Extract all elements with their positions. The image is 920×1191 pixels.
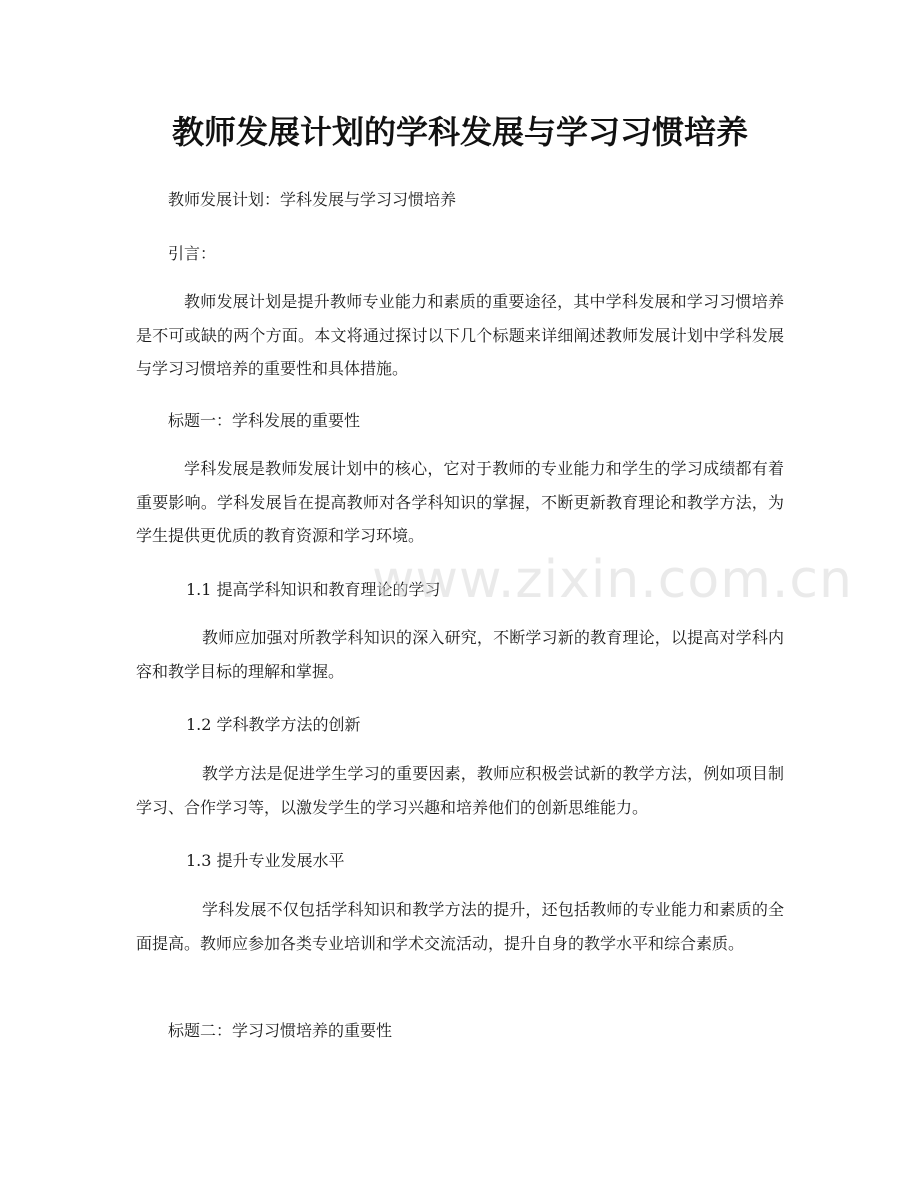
subsection-1-3-paragraph: 学科发展不仅包括学科知识和教学方法的提升，还包括教师的专业能力和素质的全面提高。教师应参加各类专业培训和学术交流活动，提升自身的教学水平和综合素质。: [136, 900, 784, 953]
intro-heading: 引言：: [168, 244, 217, 263]
watermark-text: www.zixin.com.cn: [372, 550, 853, 610]
intro-paragraph: 教师发展计划是提升教师专业能力和素质的重要途径，其中学科发展和学习习惯培养是不可或缺的两个方面。本文将通过探讨以下几个标题来详细阐述教师发展计划中学科发展与学习习惯培养的重要性和具体措施。: [136, 292, 784, 378]
subsection-1-1-heading: 1.1 提高学科知识和教育理论的学习: [186, 580, 441, 599]
document-title: 教师发展计划的学科发展与学习习惯培养: [171, 113, 748, 151]
subsection-1-2-heading: 1.2 学科教学方法的创新: [186, 715, 361, 734]
section1-heading: 标题一：学科发展的重要性: [168, 411, 361, 430]
subsection-1-3-heading: 1.3 提升专业发展水平: [186, 851, 345, 870]
section1-paragraph: 学科发展是教师发展计划中的核心，它对于教师的专业能力和学生的学习成绩都有着重要影响。学科发展旨在提高教师对各学科知识的掌握，不断更新教育理论和教学方法，为学生提供更优质的教育资源和学习环境。: [136, 459, 784, 545]
subsection-1-1-paragraph: 教师应加强对所教学科知识的深入研究，不断学习新的教育理论，以提高对学科内容和教学目标的理解和掌握。: [136, 628, 784, 681]
section2-heading: 标题二：学习习惯培养的重要性: [168, 1021, 393, 1040]
subsection-1-2-paragraph: 教学方法是促进学生学习的重要因素，教师应积极尝试新的教学方法，例如项目制学习、合作学习等，以激发学生的学习兴趣和培养他们的创新思维能力。: [136, 764, 784, 817]
subtitle: 教师发展计划：学科发展与学习习惯培养: [168, 190, 457, 209]
